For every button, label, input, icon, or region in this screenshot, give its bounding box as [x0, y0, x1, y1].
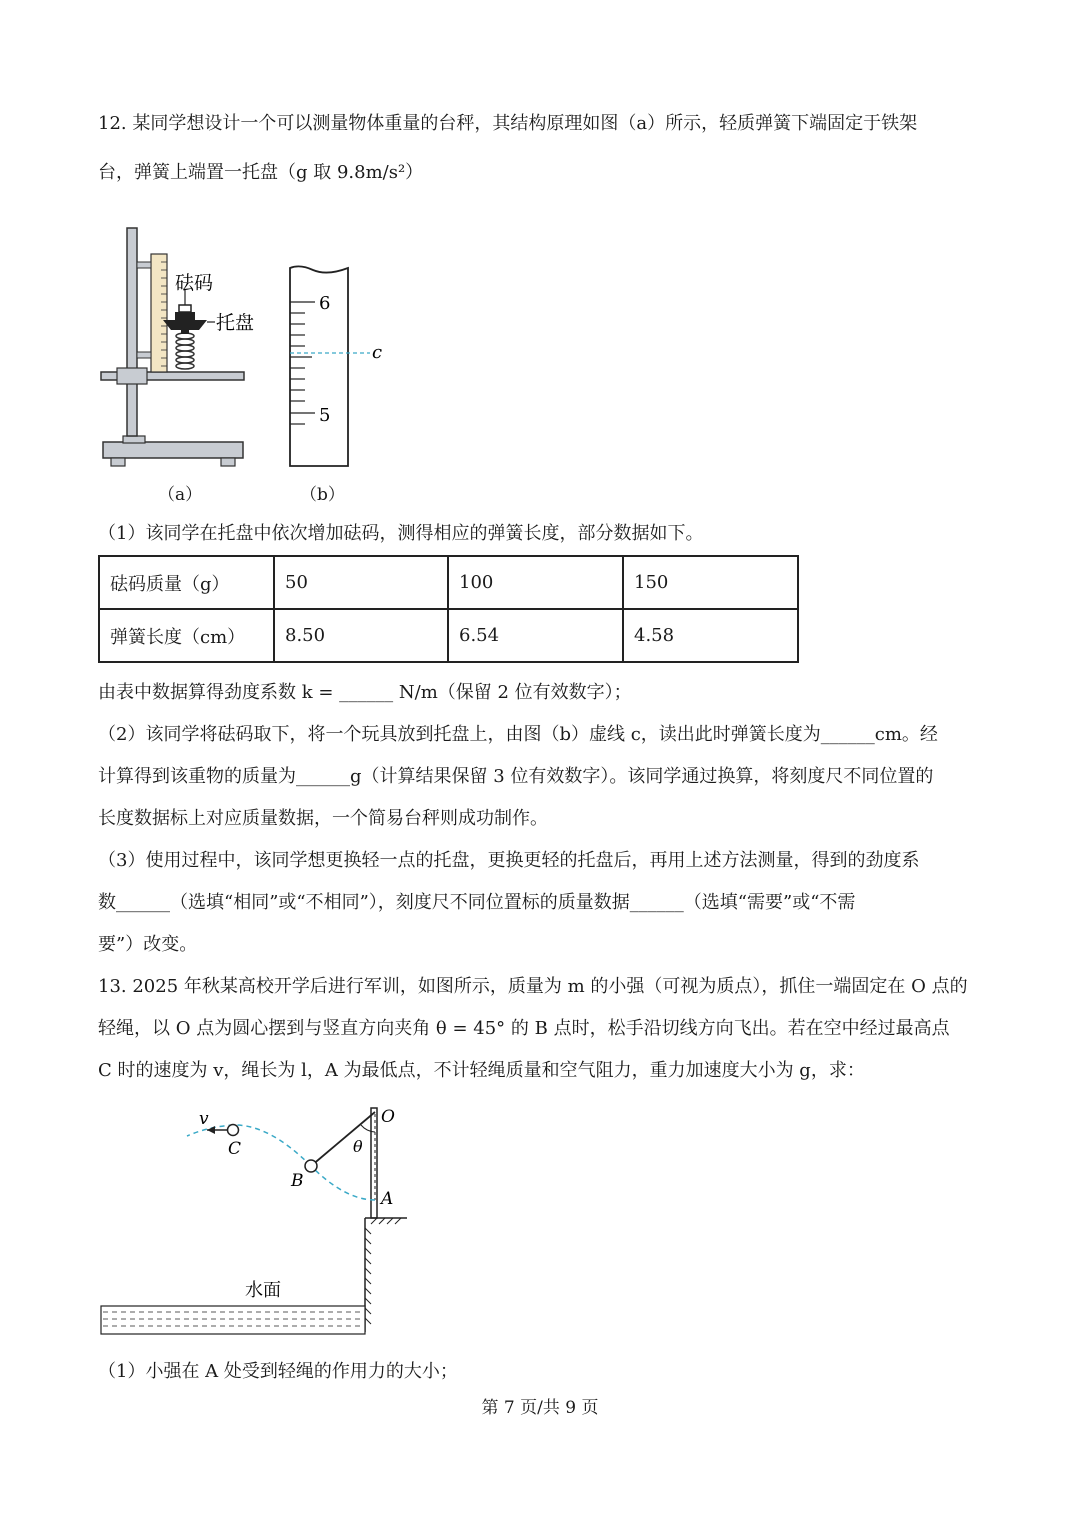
label-B: B: [291, 1171, 304, 1191]
figure-a-stand: [95, 222, 255, 472]
table-cell: 100: [448, 556, 623, 609]
figure-b-ruler: [285, 262, 395, 472]
q13-line2: 轻绳，以 O 点为圆心摆到与竖直方向夹角 θ = 45° 的 B 点时，松手沿切线方向飞出。若在空中经过最高点: [98, 1018, 950, 1039]
label-v: v: [199, 1109, 209, 1129]
q12-part2-line1: （2）该同学将砝码取下，将一个玩具放到托盘上，由图（b）虚线 c，读出此时弹簧长度为______cm。经: [98, 724, 938, 745]
table-cell: 6.54: [448, 609, 623, 662]
dashed-line-label-c: c: [372, 342, 383, 363]
label-theta: θ: [353, 1137, 363, 1156]
page-footer: 第 7 页/共 9 页: [481, 1398, 599, 1418]
label-water: 水面: [245, 1280, 281, 1301]
table-cell: 4.58: [623, 609, 798, 662]
q12-part1-question: 由表中数据算得劲度系数 k = ______ N/m（保留 2 位有效数字）；: [98, 682, 632, 703]
table-cell: 8.50: [274, 609, 448, 662]
label-C: C: [228, 1139, 242, 1159]
figure-pendulum: [95, 1100, 415, 1340]
q12-part2-line2: 计算得到该重物的质量为______g（计算结果保留 3 位有效数字）。该同学通过换算，将刻度尺不同位置的: [98, 766, 934, 787]
table-row: [99, 556, 798, 609]
q13-line3: C 时的速度为 v，绳长为 l，A 为最低点，不计轻绳质量和空气阻力，重力加速度大小为 g，求：: [98, 1060, 865, 1081]
q12-line2: 台，弹簧上端置一托盘（g 取 9.8m/s²）: [98, 162, 424, 183]
q12-line1: 12. 某同学想设计一个可以测量物体重量的台秤，其结构原理如图（a）所示，轻质弹簧下端固定于铁架: [98, 113, 918, 134]
q12-part3-line1: （3）使用过程中，该同学想更换轻一点的托盘，更换更轻的托盘后，再用上述方法测量，得到的劲度系: [98, 850, 920, 871]
q13-part1: （1）小强在 A 处受到轻绳的作用力的大小；: [98, 1361, 458, 1382]
data-table: [98, 555, 799, 663]
q12-part1-intro: （1）该同学在托盘中依次增加砝码，测得相应的弹簧长度，部分数据如下。: [98, 523, 704, 544]
q12-part3-line3: 要”）改变。: [98, 934, 198, 955]
label-tray: 托盘: [216, 312, 255, 334]
table-header-length: 弹簧长度（cm）: [99, 609, 274, 662]
ruler-tick-6: 6: [319, 293, 331, 314]
label-weight: 砝码: [175, 272, 214, 294]
label-A: A: [381, 1189, 394, 1209]
caption-b: （b）: [300, 485, 345, 505]
table-cell: 150: [623, 556, 798, 609]
table-row: [99, 609, 798, 662]
label-O: O: [381, 1107, 395, 1127]
table-header-mass: 砝码质量（g）: [99, 556, 274, 609]
ruler-tick-5: 5: [319, 405, 331, 426]
q13-line1: 13. 2025 年秋某高校开学后进行军训，如图所示，质量为 m 的小强（可视为质点），抓住一端固定在 O 点的: [98, 976, 968, 997]
caption-a: （a）: [158, 485, 203, 505]
q12-part3-line2: 数______（选填“相同”或“不相同”），刻度尺不同位置标的质量数据______（选填“需要”或“不需: [98, 892, 856, 913]
q12-part2-line3: 长度数据标上对应质量数据，一个简易台秤则成功制作。: [98, 808, 548, 829]
table-cell: 50: [274, 556, 448, 609]
